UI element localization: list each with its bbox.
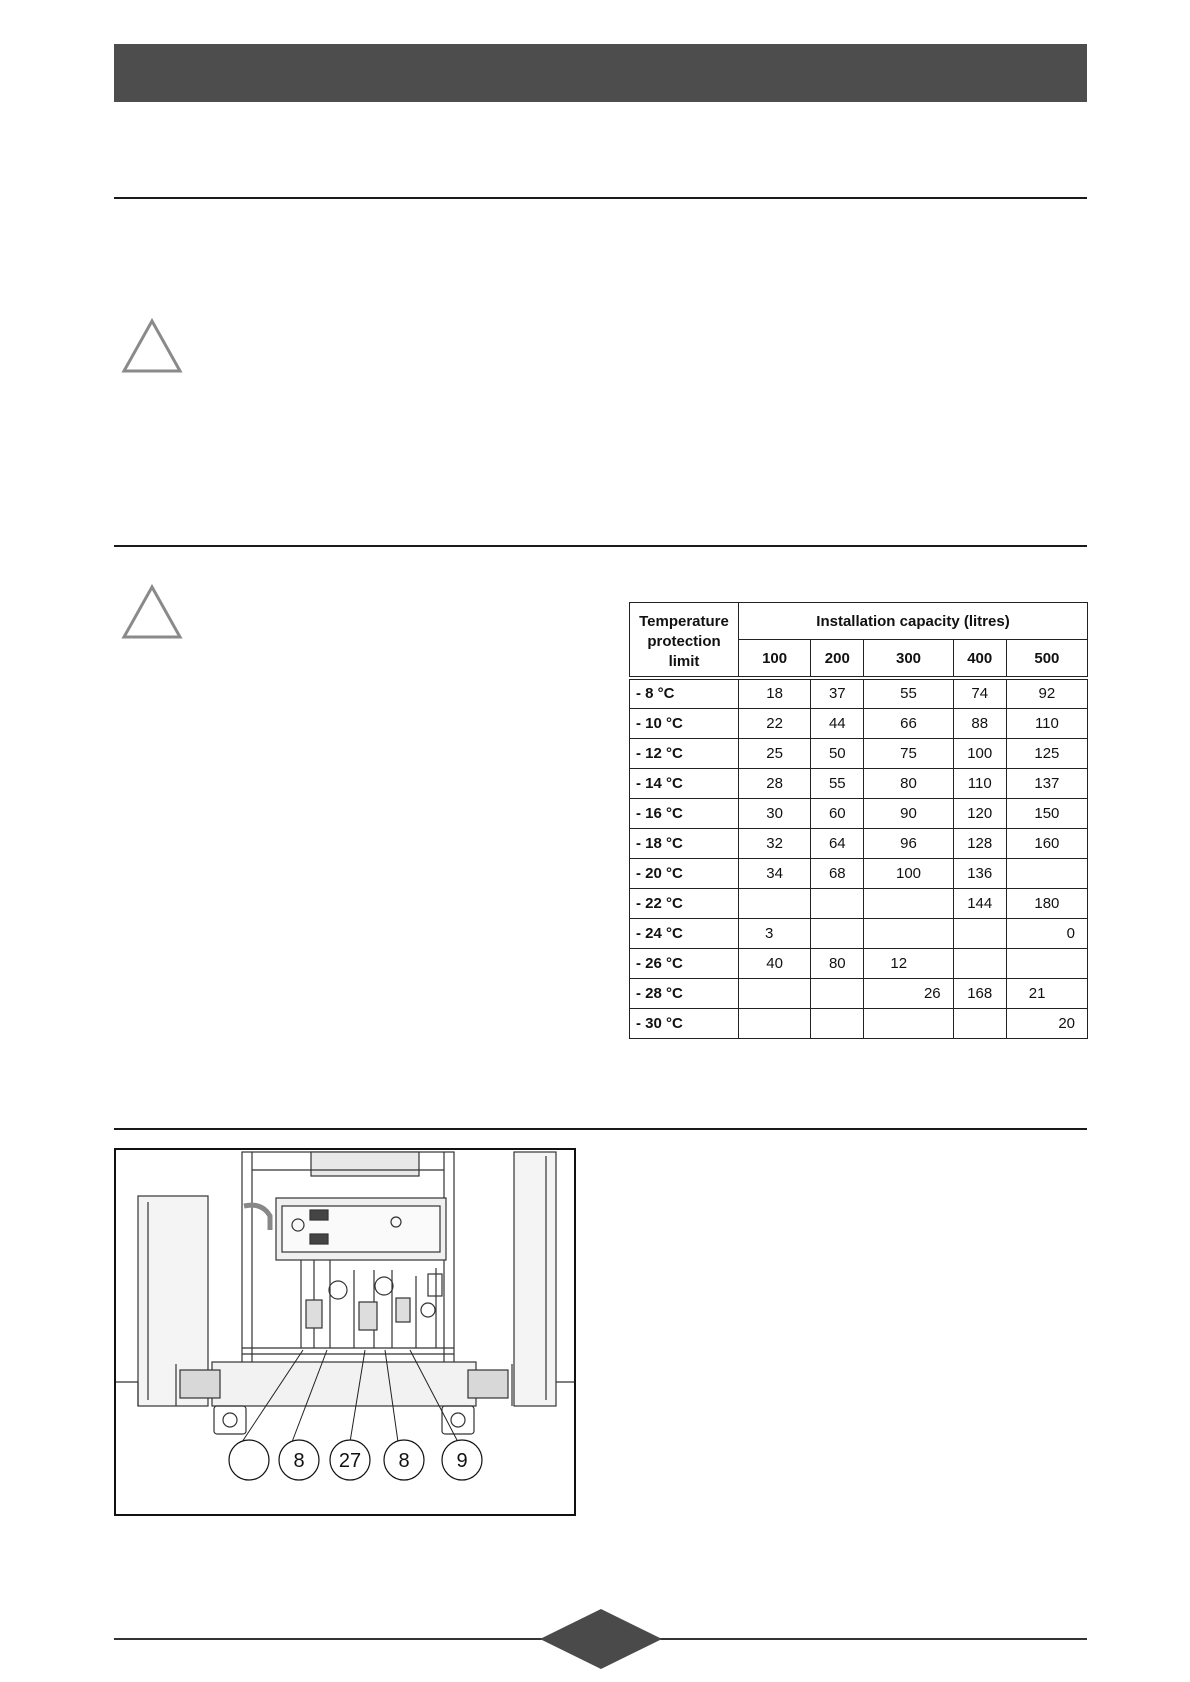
table-cell: 55 xyxy=(864,678,953,708)
table-cell xyxy=(864,1008,953,1038)
table-cell: 125 xyxy=(1006,738,1087,768)
table-cell xyxy=(864,888,953,918)
callout-label: 27 xyxy=(338,1450,362,1472)
table-row xyxy=(630,918,1088,948)
row-limit: - 22 °C xyxy=(630,888,739,918)
table-cell xyxy=(811,1008,864,1038)
table-row xyxy=(630,978,1088,1008)
callout-label: 8 xyxy=(293,1450,305,1472)
column-header: 500 xyxy=(1006,640,1087,679)
row-limit: - 30 °C xyxy=(630,1008,739,1038)
column-header: 400 xyxy=(953,640,1006,679)
table-cell: 92 xyxy=(1006,678,1087,708)
row-limit: - 10 °C xyxy=(630,708,739,738)
column-header: 300 xyxy=(864,640,953,679)
table-cell: 136 xyxy=(953,858,1006,888)
table-cell: 100 xyxy=(864,858,953,888)
table-cell xyxy=(739,978,811,1008)
table-cell: 28 xyxy=(739,768,811,798)
table-cell: 25 xyxy=(739,738,811,768)
table-row xyxy=(630,708,1088,738)
table-cell: 66 xyxy=(864,708,953,738)
table-cell xyxy=(864,918,953,948)
table-cell: 34 xyxy=(739,858,811,888)
table-cell: 74 xyxy=(953,678,1006,708)
row-limit: - 14 °C xyxy=(630,768,739,798)
installation-figure xyxy=(114,1148,576,1516)
table-row xyxy=(630,888,1088,918)
page-diamond-icon xyxy=(540,1609,662,1669)
table-cell xyxy=(1006,858,1087,888)
row-limit: - 8 °C xyxy=(630,678,739,708)
table-cell: 26 xyxy=(864,978,953,1008)
table-cell: 110 xyxy=(953,768,1006,798)
table-cell xyxy=(811,978,864,1008)
table-cell: 144 xyxy=(953,888,1006,918)
table-cell xyxy=(811,888,864,918)
callout-circle xyxy=(229,1440,269,1480)
table-cell: 88 xyxy=(953,708,1006,738)
row-limit: - 16 °C xyxy=(630,798,739,828)
table-row xyxy=(630,738,1088,768)
table-cell: 60 xyxy=(811,798,864,828)
table-cell: 80 xyxy=(864,768,953,798)
table-cell: 44 xyxy=(811,708,864,738)
table-row xyxy=(630,948,1088,978)
table-cell: 80 xyxy=(811,948,864,978)
header-bar xyxy=(114,44,1087,102)
table-cell: 160 xyxy=(1006,828,1087,858)
table-cell: 0 xyxy=(1006,918,1087,948)
warning-triangle-icon xyxy=(121,584,183,640)
table-cell: 32 xyxy=(739,828,811,858)
table-cell: 64 xyxy=(811,828,864,858)
row-limit: - 12 °C xyxy=(630,738,739,768)
table-cell: 96 xyxy=(864,828,953,858)
table-cell xyxy=(953,918,1006,948)
table-cell: 30 xyxy=(739,798,811,828)
table-cell: 21 xyxy=(1006,978,1087,1008)
table-cell: 68 xyxy=(811,858,864,888)
table-cell: 40 xyxy=(739,948,811,978)
table-row xyxy=(630,828,1088,858)
row-limit: - 28 °C xyxy=(630,978,739,1008)
table-cell: 50 xyxy=(811,738,864,768)
table-row xyxy=(630,678,1088,708)
table-cell: 3 xyxy=(739,918,811,948)
table-cell: 20 xyxy=(1006,1008,1087,1038)
table-cell: 55 xyxy=(811,768,864,798)
table-row xyxy=(630,768,1088,798)
table-cell: 75 xyxy=(864,738,953,768)
boiler-hydraulic-drawing xyxy=(116,1150,574,1514)
table-row xyxy=(630,1008,1088,1038)
table-cell xyxy=(953,948,1006,978)
row-limit: - 18 °C xyxy=(630,828,739,858)
row-limit: - 20 °C xyxy=(630,858,739,888)
table-cell: 37 xyxy=(811,678,864,708)
table-row xyxy=(630,858,1088,888)
table-cell: 22 xyxy=(739,708,811,738)
table-cell xyxy=(739,888,811,918)
table-cell xyxy=(739,1008,811,1038)
table-cell: 150 xyxy=(1006,798,1087,828)
table-cell: 180 xyxy=(1006,888,1087,918)
column-header: 100 xyxy=(739,640,811,679)
section-divider xyxy=(114,1128,1087,1130)
table-row xyxy=(630,798,1088,828)
table-cell: 168 xyxy=(953,978,1006,1008)
table-cell: 110 xyxy=(1006,708,1087,738)
row-limit: - 24 °C xyxy=(630,918,739,948)
section-divider xyxy=(114,197,1087,199)
table-cell: 18 xyxy=(739,678,811,708)
table-cell: 12 xyxy=(864,948,953,978)
table-cell: 90 xyxy=(864,798,953,828)
table-cell xyxy=(953,1008,1006,1038)
table-cell: 137 xyxy=(1006,768,1087,798)
table-cell xyxy=(1006,948,1087,978)
section-divider xyxy=(114,545,1087,547)
callout-label: 8 xyxy=(398,1450,410,1472)
header-installation-capacity: Installation capacity (litres) xyxy=(739,603,1088,640)
header-temperature-limit: Temperature protection limit xyxy=(630,603,739,679)
installation-capacity-table xyxy=(629,602,1088,1039)
warning-triangle-icon xyxy=(121,318,183,374)
table-cell: 120 xyxy=(953,798,1006,828)
table-cell: 100 xyxy=(953,738,1006,768)
callout-label: 9 xyxy=(456,1450,468,1472)
column-header: 200 xyxy=(811,640,864,679)
table-cell xyxy=(811,918,864,948)
row-limit: - 26 °C xyxy=(630,948,739,978)
table-cell: 128 xyxy=(953,828,1006,858)
